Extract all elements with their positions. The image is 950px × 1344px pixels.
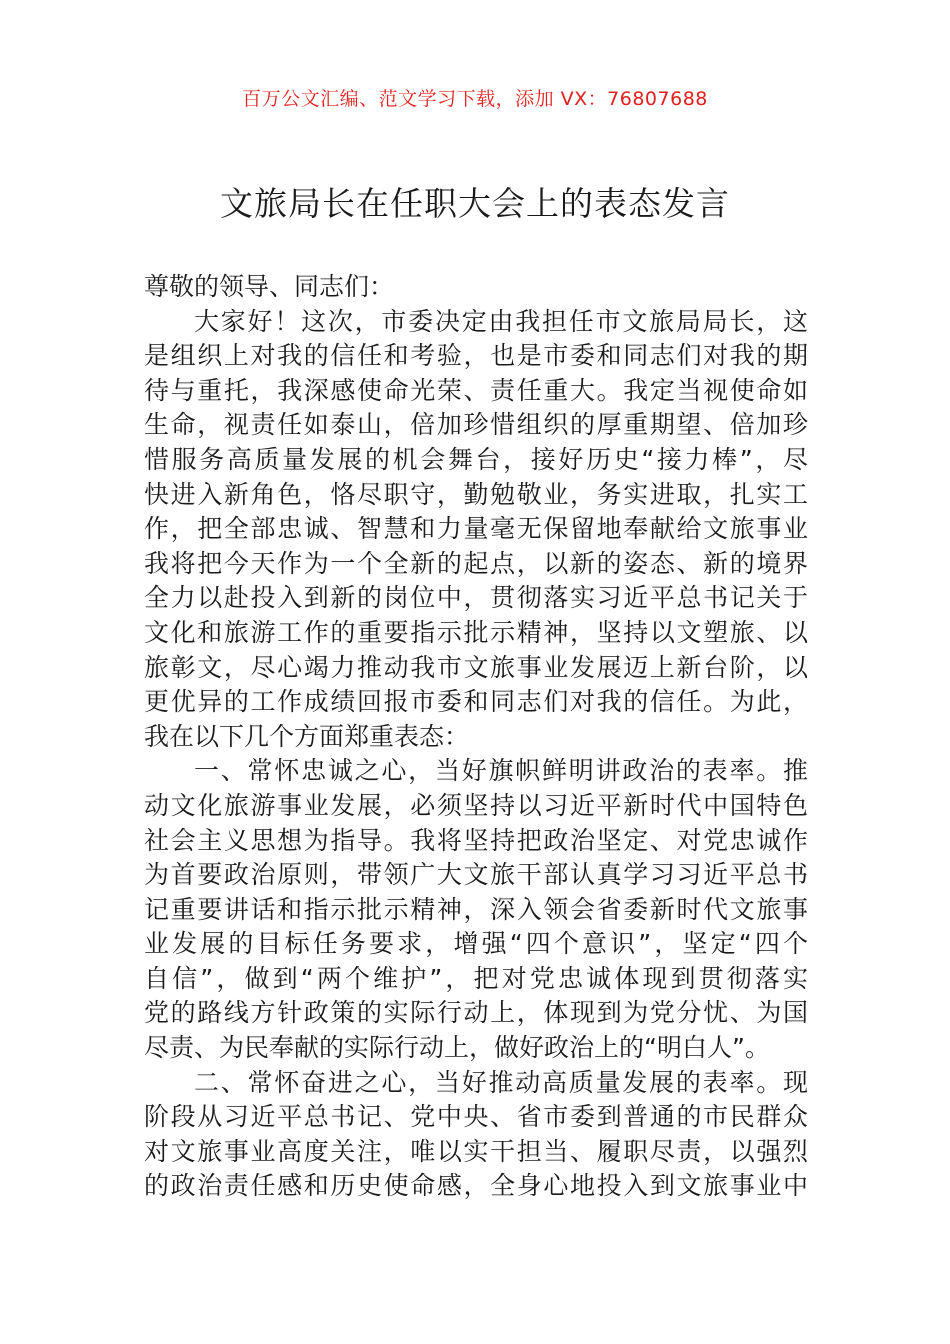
body-line: 记重要讲话和指示批示精神，深入领会省委新时代文旅事 — [144, 894, 808, 924]
body-line: 尽责、为民奉献的实际行动上，做好政治上的“明白人”。 — [144, 1033, 770, 1063]
body-line: 待与重托，我深感使命光荣、责任重大。我定当视使命如 — [144, 375, 808, 405]
body-line: 社会主义思想为指导。我将坚持把政治坚定、对党忠诚作 — [144, 825, 808, 855]
body-line: 作，把全部忠诚、智慧和力量毫无保留地奉献给文旅事业 — [144, 514, 808, 544]
document-body — [144, 270, 808, 1204]
body-line: 党的路线方针政策的实际行动上，体现到为党分忧、为国 — [144, 998, 808, 1028]
body-line: 更优异的工作成绩回报市委和同志们对我的信任。为此， — [144, 687, 808, 717]
body-line: 我在以下几个方面郑重表态： — [144, 721, 470, 751]
body-line: 是组织上对我的信任和考验，也是市委和同志们对我的期 — [144, 341, 808, 371]
body-line: 文化和旅游工作的重要指示批示精神，坚持以文塑旅、以 — [144, 617, 808, 647]
body-line: 自信”，做到“两个维护”，把对党忠诚体现到贯彻落实 — [144, 963, 808, 993]
document-title: 文旅局长在任职大会上的表态发言 — [220, 184, 730, 223]
body-line: 阶段从习近平总书记、党中央、省市委到普通的市民群众 — [144, 1102, 808, 1132]
body-line: 一、常怀忠诚之心，当好旗帜鲜明讲政治的表率。推 — [194, 756, 808, 786]
body-line: 对文旅事业高度关注，唯以实干担当、履职尽责，以强烈 — [144, 1136, 808, 1166]
body-line: 尊敬的领导、同志们： — [144, 272, 395, 301]
body-line: 业发展的目标任务要求，增强“四个意识”，坚定“四个 — [144, 929, 808, 959]
body-line: 的政治责任感和历史使命感，全身心地投入到文旅事业中 — [144, 1171, 808, 1201]
body-line: 为首要政治原则，带领广大文旅干部认真学习习近平总书 — [144, 860, 808, 890]
header-watermark-note: 百万公文汇编、范文学习下载，添加 VX：76807688 — [242, 88, 708, 110]
body-line: 我将把今天作为一个全新的起点，以新的姿态、新的境界 — [144, 548, 808, 578]
body-line: 惜服务高质量发展的机会舞台，接好历史“接力棒”，尽 — [144, 444, 808, 474]
body-line: 二、常怀奋进之心，当好推动高质量发展的表率。现 — [194, 1067, 808, 1097]
body-line: 大家好！这次，市委决定由我担任市文旅局局长，这 — [194, 306, 808, 336]
body-line: 动文化旅游事业发展，必须坚持以习近平新时代中国特色 — [144, 790, 808, 820]
body-line: 生命，视责任如泰山，倍加珍惜组织的厚重期望、倍加珍 — [144, 410, 808, 440]
body-line: 旅彰文，尽心竭力推动我市文旅事业发展迈上新台阶，以 — [144, 652, 808, 682]
body-line: 全力以赴投入到新的岗位中，贯彻落实习近平总书记关于 — [144, 583, 808, 613]
body-line: 快进入新角色，恪尽职守，勤勉敬业，务实进取，扎实工 — [144, 479, 808, 509]
